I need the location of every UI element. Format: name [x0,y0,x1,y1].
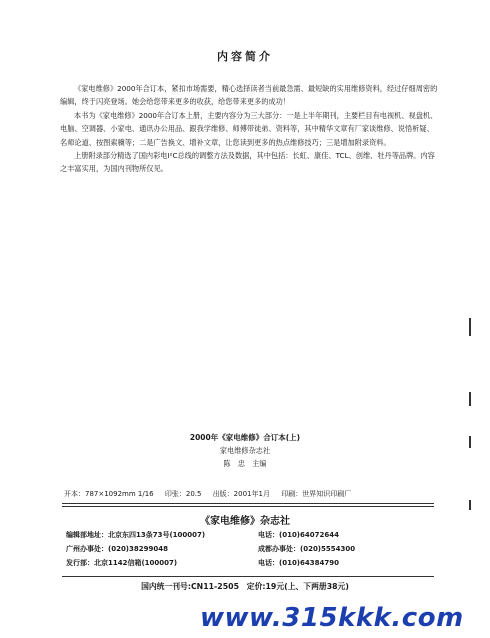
page-title: 内容简介 [217,50,273,63]
watermark: www.315kkk.com [200,603,464,633]
margin-mark [469,500,471,510]
address-right: 成都办事处：(020)5554300 [258,545,356,553]
magazine-title: 《家电维修》杂志社 [200,516,290,527]
intro-text [60,82,438,176]
divider [62,503,434,504]
intro-paragraph: 上册附录部分精选了国内彩电I²C总线的调整方法及数据，其中包括：长虹、康佳、TCL、创维、牡丹等品牌。内容之丰富实用，为国内刊物所仅见。 [60,151,435,174]
intro-paragraph: 《家电维修》2000年合订本，紧扣市场需要，精心选择读者当前最急需、最短缺的实用维修资料，经过仔细周密的编辑，终于闪亮登场。她会给您带来更多的收获，给您带来更多的成功！ [60,84,438,107]
publisher: 家电维修杂志社 [219,446,271,455]
sheets-info: 印张：20.5 [164,490,202,498]
margin-mark [469,392,471,406]
publication-info [64,489,434,499]
address-left: 发行部：北京1142信箱(100007) [66,559,178,567]
address-right: 电话：(010)64072644 [258,531,339,539]
editor: 陈 忠 主编 [223,459,267,468]
address-left: 编辑部地址：北京东四13条73号(100007) [66,531,206,539]
divider [62,576,434,577]
date-info: 出版：2001年1月 [212,490,270,498]
issn-price-line: 国内统一刊号:CN11-2505 定价:19元(上、下两册38元) [141,582,349,591]
format-info: 开本：787×1092mm 1/16 [64,490,154,498]
margin-mark [469,318,471,336]
printer-info: 印刷：世界知识印刷厂 [281,490,352,498]
divider [62,506,434,507]
address-left: 广州办事处：(020)38299048 [66,545,168,553]
intro-paragraph: 本书为《家电维修》2000年合订本上册，主要内容分为三大部分：一是上半年期刊，主要栏目有电视机、视盘机、电脑、空调器、小家电、通讯办公用品、跟我学维修、师傅带徒弟、资料等，其中精华文章有厂家谈维修、说悟析疑、名师论道、按图索骥等；二是广告换文、增补文章，让您读到更多的热点维修技巧；三是增加附录资料。 [60,110,438,147]
address-right: 电话：(010)64384790 [258,559,339,567]
book-title: 2000年《家电维修》合订本(上) [189,433,301,442]
